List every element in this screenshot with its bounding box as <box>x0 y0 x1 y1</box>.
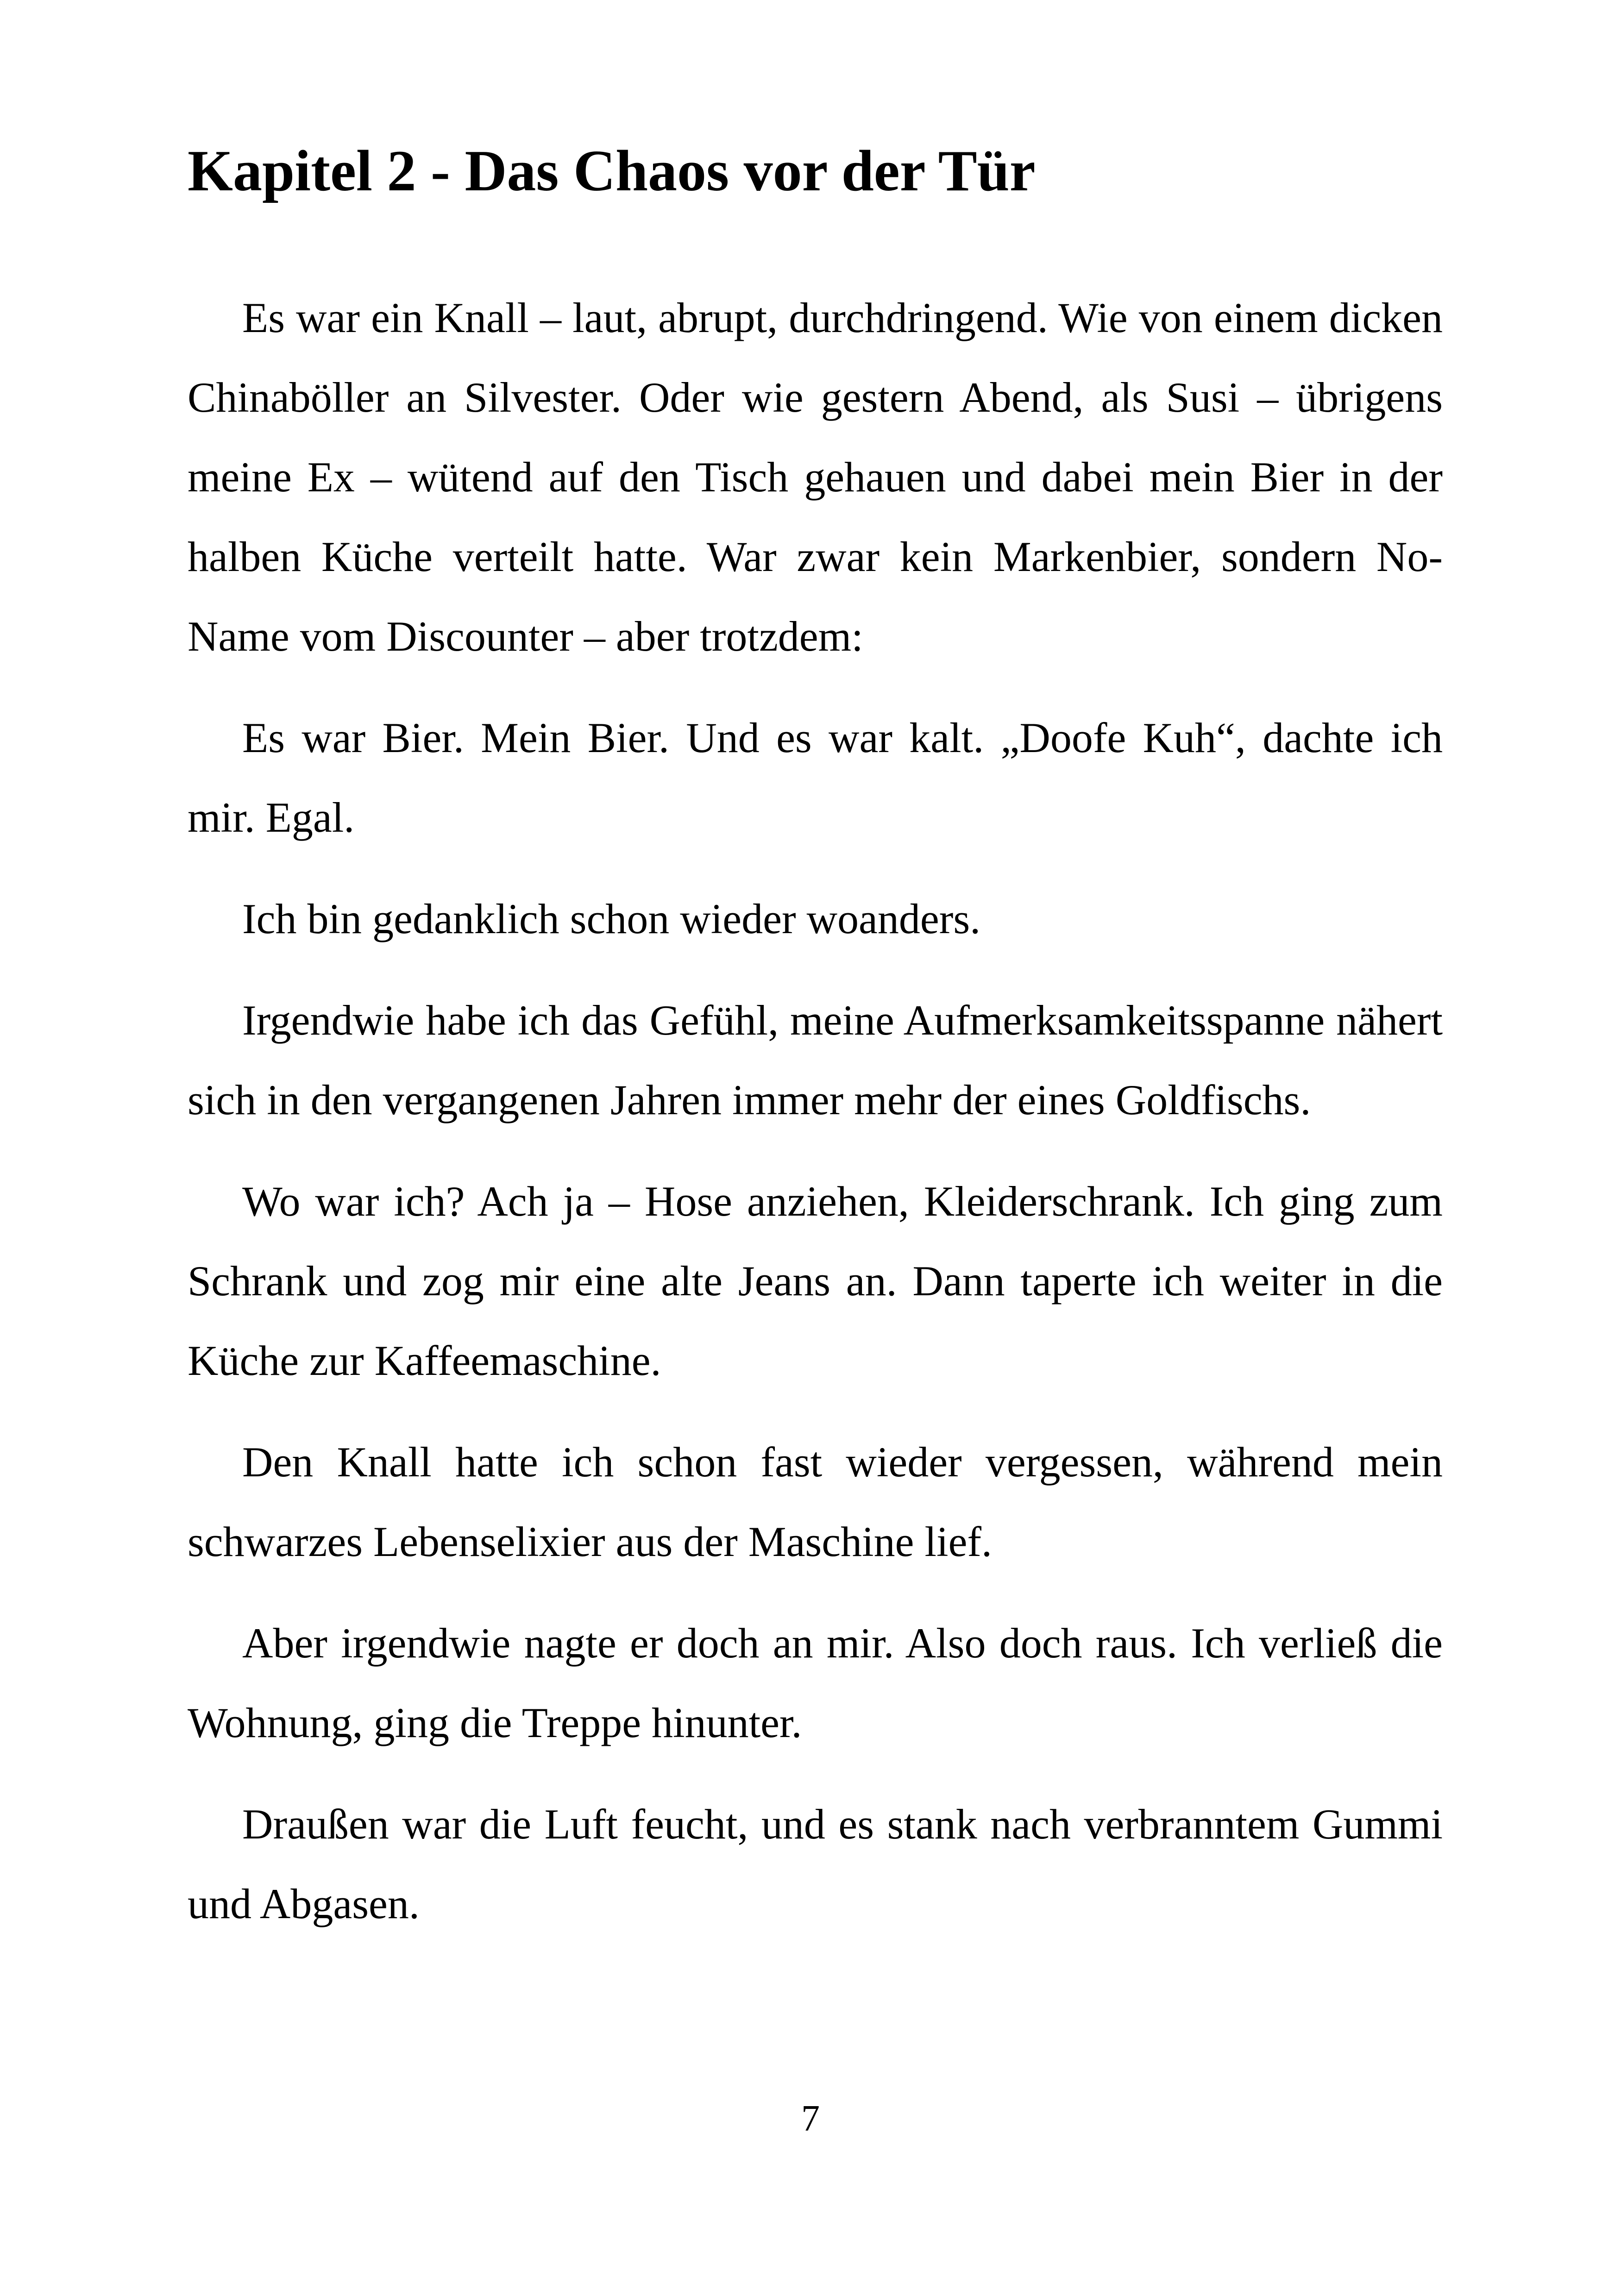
paragraph: Aber irgendwie nagte er doch an mir. Also doch raus. Ich verließ die Wohnung, ging die Treppe hinunter. <box>188 1619 1443 1746</box>
chapter-title: Kapitel 2 - Das Chaos vor der Tür <box>188 139 1036 203</box>
paragraph: Den Knall hatte ich schon fast wieder vergessen, während mein schwarzes Lebenselixier aus der Maschine lief. <box>188 1438 1443 1565</box>
paragraph: Es war Bier. Mein Bier. Und es war kalt. „Doofe Kuh“, dachte ich mir. Egal. <box>188 714 1443 841</box>
paragraph: Draußen war die Luft feucht, und es stank nach verbranntem Gummi und Abgasen. <box>188 1800 1443 1927</box>
body-text <box>188 278 1443 1965</box>
paragraph: Es war ein Knall – laut, abrupt, durchdringend. Wie von einem dicken Chinaböller an Silvester. Oder wie gestern Abend, als Susi – übrigens meine Ex – wütend auf den Tisch gehauen und dabei mein Bier in der halben Küche verteilt hatte. War zwar kein Markenbier, sondern No-Name vom Discounter – aber trotzdem: <box>188 294 1443 660</box>
paragraph: Wo war ich? Ach ja – Hose anziehen, Kleiderschrank. Ich ging zum Schrank und zog mir eine alte Jeans an. Dann taperte ich weiter in die Küche zur Kaffeemaschine. <box>188 1178 1443 1384</box>
page-number: 7 <box>801 2098 820 2139</box>
paragraph: Ich bin gedanklich schon wieder woanders. <box>242 895 981 942</box>
paragraph: Irgendwie habe ich das Gefühl, meine Aufmerksamkeitsspanne nähert sich in den vergangenen Jahren immer mehr der eines Goldfischs. <box>188 997 1443 1123</box>
